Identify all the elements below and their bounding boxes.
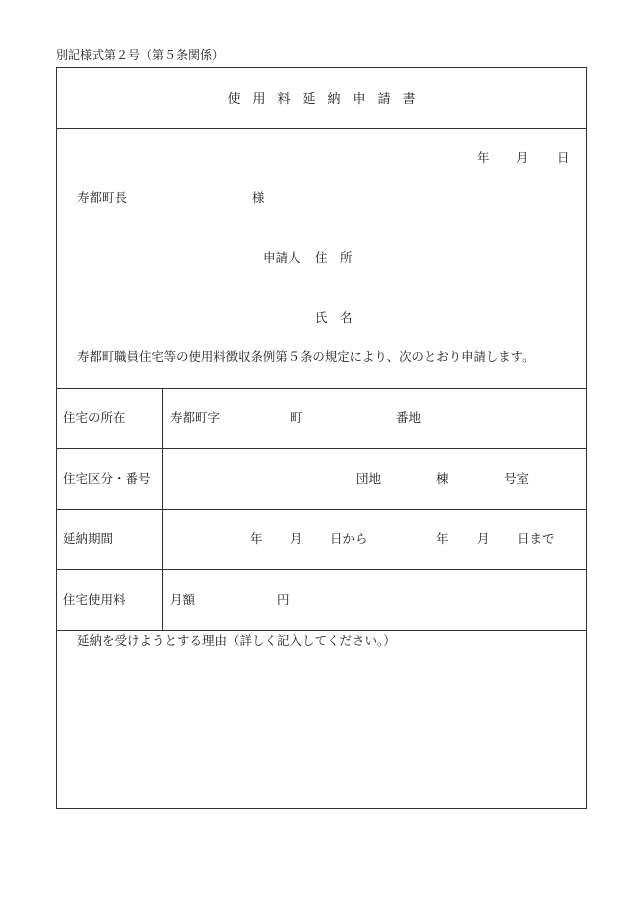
divider bbox=[56, 388, 587, 389]
divider bbox=[56, 128, 587, 129]
address-label: 住 所 bbox=[315, 250, 353, 265]
applicant-label: 申請人 bbox=[263, 250, 301, 265]
divider bbox=[56, 448, 587, 449]
date-year: 年 bbox=[477, 150, 490, 165]
reason-label: 延納を受けようとする理由（詳しく記入してください。） bbox=[77, 633, 396, 648]
name-label: 氏 名 bbox=[315, 310, 353, 325]
period-end-day: 日まで bbox=[517, 531, 555, 546]
yen-label: 円 bbox=[277, 592, 290, 607]
period-start-year: 年 bbox=[250, 531, 263, 546]
period-end-month: 月 bbox=[477, 531, 490, 546]
divider bbox=[56, 509, 587, 510]
row-label-category: 住宅区分・番号 bbox=[63, 471, 151, 486]
period-start-month: 月 bbox=[290, 531, 303, 546]
divider bbox=[56, 630, 587, 631]
danchi-label: 団地 bbox=[356, 471, 382, 486]
date-month: 月 bbox=[516, 150, 529, 165]
goshitsu-label: 号室 bbox=[504, 471, 530, 486]
form-frame bbox=[56, 67, 587, 809]
divider bbox=[56, 569, 587, 570]
town-prefix: 寿都町字 bbox=[170, 410, 221, 425]
form-title: 使 用 料 延 納 申 請 書 bbox=[227, 92, 416, 107]
period-end-year: 年 bbox=[436, 531, 449, 546]
banchi-label: 番地 bbox=[396, 410, 422, 425]
column-divider bbox=[162, 388, 163, 630]
form-number: 別記様式第２号（第５条関係） bbox=[56, 48, 225, 62]
date-day: 日 bbox=[557, 150, 570, 165]
monthly-label: 月額 bbox=[170, 592, 196, 607]
cho-label: 町 bbox=[290, 410, 303, 425]
row-label-fee: 住宅使用料 bbox=[63, 592, 126, 607]
statement: 寿都町職員住宅等の使用料徴収条例第５条の規定により、次のとおり申請します。 bbox=[77, 349, 535, 364]
period-start-day: 日から bbox=[330, 531, 368, 546]
to-label: 棟 bbox=[436, 471, 449, 486]
addressee-name: 寿都町長 bbox=[77, 190, 128, 205]
addressee-honorific: 様 bbox=[252, 190, 265, 205]
row-label-period: 延納期間 bbox=[63, 531, 114, 546]
row-label-location: 住宅の所在 bbox=[63, 410, 126, 425]
